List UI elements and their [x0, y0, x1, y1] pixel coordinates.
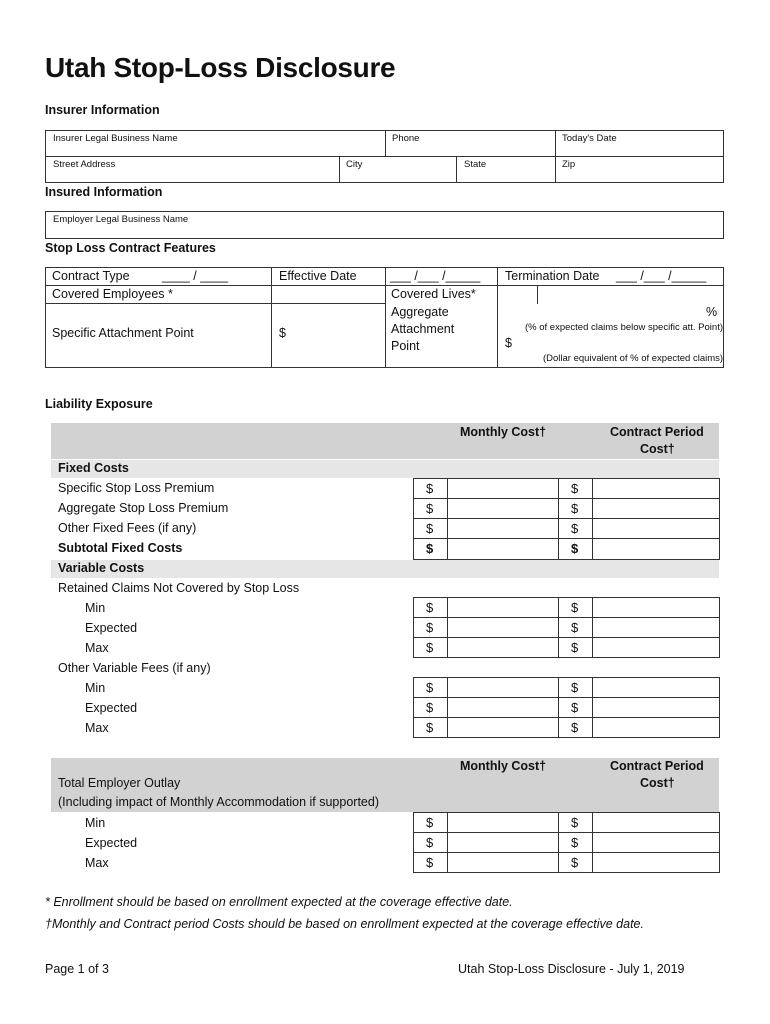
city-field[interactable] [339, 156, 457, 183]
street-address-label: Street Address [53, 159, 116, 170]
insurer-legal-name-field[interactable] [45, 130, 386, 157]
retained-max-label: Max [85, 641, 109, 655]
outlay-max-label: Max [85, 856, 109, 870]
grid-col-line [447, 478, 448, 560]
contract-period-header-1: Contract Period [610, 425, 704, 439]
grid-row-line [413, 717, 720, 718]
other-variable-expected-label: Expected [85, 701, 138, 715]
costs-note: †Monthly and Contract period Costs should be based on enrollment expected at the coverage effective date. [45, 917, 644, 931]
outlay-expected-label: Expected [85, 836, 138, 850]
aggregate-label-1: Aggregate [391, 305, 449, 319]
phone-field[interactable] [385, 130, 556, 157]
outlay-min-label: Min [85, 816, 106, 830]
monthly-cost-header: Monthly Cost† [460, 425, 547, 439]
state-field[interactable] [456, 156, 556, 183]
termination-date-label: Termination Date [505, 269, 600, 283]
specific-attachment-dollar[interactable]: $ [279, 326, 286, 340]
retained-claims-grid [413, 597, 720, 658]
variable-costs-bar [51, 560, 719, 578]
phone-label: Phone [392, 133, 420, 144]
aggregate-premium-label: Aggregate Stop Loss Premium [58, 501, 229, 515]
termination-date-input[interactable]: ___ /___ /_____ [616, 269, 707, 283]
fixed-costs-label: Fixed Costs [58, 461, 129, 475]
effective-date-label: Effective Date [279, 269, 357, 283]
other-variable-min-period-input[interactable]: $ [571, 680, 579, 695]
todays-date-label: Today's Date [562, 133, 617, 144]
subtotal-fixed-period-input[interactable]: $ [571, 541, 579, 556]
contract-col-divider [385, 267, 386, 368]
outlay-max-period-input[interactable]: $ [571, 855, 579, 870]
retained-expected-label: Expected [85, 621, 138, 635]
grid-col-line [447, 812, 448, 873]
retained-expected-monthly-input[interactable]: $ [426, 620, 434, 635]
other-variable-min-monthly-input[interactable]: $ [426, 680, 434, 695]
grid-row-line [413, 832, 720, 833]
other-variable-label: Other Variable Fees (if any) [58, 661, 211, 675]
other-variable-max-period-input[interactable]: $ [571, 720, 579, 735]
percent-note: (% of expected claims below specific att. Point) [525, 322, 724, 333]
retained-max-period-input[interactable]: $ [571, 640, 579, 655]
grid-row-line [413, 617, 720, 618]
contract-type-label: Contract Type [52, 269, 130, 283]
outlay-contract-period-header-2: Cost† [640, 776, 675, 790]
outlay-expected-monthly-input[interactable]: $ [426, 835, 434, 850]
street-address-field[interactable] [45, 156, 340, 183]
page-title: Utah Stop-Loss Disclosure [45, 52, 396, 83]
total-outlay-label: Total Employer Outlay [58, 776, 181, 790]
fixed-costs-bar [51, 460, 719, 478]
retained-claims-label: Retained Claims Not Covered by Stop Loss [58, 581, 300, 595]
grid-row-line [413, 637, 720, 638]
other-variable-grid [413, 677, 720, 738]
zip-label: Zip [562, 159, 576, 170]
grid-row-line [413, 538, 720, 539]
grid-row-line [413, 697, 720, 698]
aggregate-label-2: Attachment [391, 322, 455, 336]
other-variable-expected-monthly-input[interactable]: $ [426, 700, 434, 715]
subtotal-fixed-monthly-input[interactable]: $ [426, 541, 434, 556]
other-fixed-label: Other Fixed Fees (if any) [58, 521, 197, 535]
employer-name-label: Employer Legal Business Name [53, 214, 189, 225]
aggregate-dollar-input[interactable]: $ [505, 336, 512, 350]
contract-col-divider [497, 267, 498, 368]
aggregate-percent-input[interactable]: % [706, 305, 718, 319]
enrollment-note: * Enrollment should be based on enrollment expected at the coverage effective date. [45, 895, 513, 909]
other-variable-max-label: Max [85, 721, 109, 735]
retained-min-monthly-input[interactable]: $ [426, 600, 434, 615]
zip-field[interactable] [555, 156, 724, 183]
contract-row-divider [45, 303, 271, 304]
contract-col-divider [537, 286, 538, 304]
grid-col-line [592, 812, 593, 873]
city-label: City [346, 159, 363, 170]
outlay-grid [413, 812, 720, 873]
retained-expected-period-input[interactable]: $ [571, 620, 579, 635]
dollar-note: (Dollar equivalent of % of expected claims) [543, 353, 724, 364]
contract-heading: Stop Loss Contract Features [45, 241, 216, 255]
outlay-expected-period-input[interactable]: $ [571, 835, 579, 850]
grid-col-line [592, 677, 593, 738]
retained-min-label: Min [85, 601, 106, 615]
fixed-costs-grid [413, 478, 720, 560]
specific-premium-monthly-input[interactable]: $ [426, 481, 434, 496]
grid-col-line [447, 677, 448, 738]
specific-attachment-label: Specific Attachment Point [52, 326, 194, 340]
footer-doc-title: Utah Stop-Loss Disclosure - July 1, 2019 [458, 962, 685, 976]
outlay-min-monthly-input[interactable]: $ [426, 815, 434, 830]
grid-col-line [558, 478, 559, 560]
other-variable-max-monthly-input[interactable]: $ [426, 720, 434, 735]
contract-col-divider [271, 267, 272, 368]
insurer-heading: Insurer Information [45, 103, 160, 117]
grid-col-line [558, 597, 559, 658]
total-outlay-sublabel: (Including impact of Monthly Accommodation if supported) [58, 795, 379, 809]
employer-name-field[interactable] [45, 211, 724, 239]
todays-date-field[interactable] [555, 130, 724, 157]
grid-col-line [558, 812, 559, 873]
outlay-max-monthly-input[interactable]: $ [426, 855, 434, 870]
aggregate-label-3: Point [391, 339, 420, 353]
contract-row-divider [271, 303, 385, 304]
insurer-legal-name-label: Insurer Legal Business Name [53, 133, 178, 144]
other-variable-min-label: Min [85, 681, 106, 695]
covered-employees-label: Covered Employees * [52, 287, 173, 301]
specific-premium-period-input[interactable]: $ [571, 481, 579, 496]
grid-row-line [413, 498, 720, 499]
grid-row-line [413, 518, 720, 519]
contract-period-header-2: Cost† [640, 442, 675, 456]
page-number: Page 1 of 3 [45, 962, 109, 976]
grid-col-line [558, 677, 559, 738]
other-fixed-monthly-input[interactable]: $ [426, 521, 434, 536]
effective-date-input[interactable]: ___ /___ /_____ [390, 269, 481, 283]
specific-premium-label: Specific Stop Loss Premium [58, 481, 215, 495]
subtotal-fixed-label: Subtotal Fixed Costs [58, 541, 183, 555]
outlay-min-period-input[interactable]: $ [571, 815, 579, 830]
grid-col-line [592, 597, 593, 658]
covered-lives-label: Covered Lives* [391, 287, 476, 301]
insured-heading: Insured Information [45, 185, 163, 199]
retained-min-period-input[interactable]: $ [571, 600, 579, 615]
aggregate-premium-period-input[interactable]: $ [571, 501, 579, 516]
aggregate-premium-monthly-input[interactable]: $ [426, 501, 434, 516]
state-label: State [464, 159, 487, 170]
other-variable-expected-period-input[interactable]: $ [571, 700, 579, 715]
outlay-monthly-cost-header: Monthly Cost† [460, 759, 547, 773]
grid-col-line [592, 478, 593, 560]
contract-type-input[interactable]: ____ / ____ [162, 269, 229, 283]
grid-row-line [413, 852, 720, 853]
grid-col-line [447, 597, 448, 658]
liability-heading: Liability Exposure [45, 397, 153, 411]
retained-max-monthly-input[interactable]: $ [426, 640, 434, 655]
variable-costs-label: Variable Costs [58, 561, 145, 575]
other-fixed-period-input[interactable]: $ [571, 521, 579, 536]
outlay-contract-period-header-1: Contract Period [610, 759, 704, 773]
